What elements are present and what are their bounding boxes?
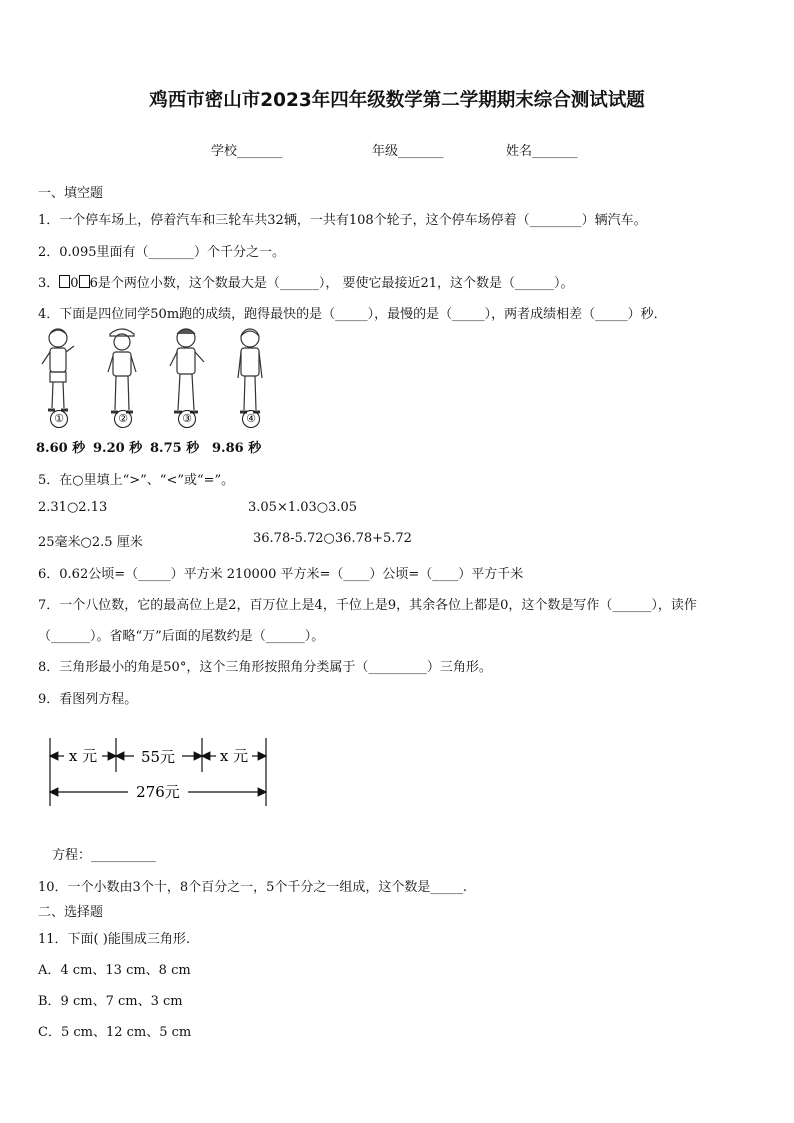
page-title: 鸡西市密山市2023年四年级数学第二学期期末综合测试试题 — [149, 90, 645, 111]
question-11: 11．下面( )能围成三角形. — [38, 932, 190, 947]
question-9-answer: 方程：__________ — [52, 848, 157, 863]
section-heading-choice: 二、选择题 — [38, 905, 104, 920]
question-5-item-b: 3.05×1.03○3.05 — [248, 500, 358, 515]
segment-label-3: x 元 — [219, 747, 249, 765]
question-7-line-2: （______）。省略“万”后面的尾数约是（______）。 — [38, 629, 325, 644]
question-1: 1．一个停车场上，停着汽车和三轮车共32辆，一共有108个轮子，这个停车场停着（________）辆汽车。 — [38, 213, 647, 228]
school-field: 学校_______ — [211, 144, 283, 159]
question-7-line-1: 7．一个八位数，它的最高位上是2，百万位上是4，千位上是9，其余各位上都是0，这个数是写作（______），读作 — [38, 598, 697, 613]
runner-1-time: 8.60 秒 — [36, 441, 86, 456]
blank-box-icon — [59, 275, 70, 288]
section-heading-fill-blank: 一、填空题 — [38, 186, 104, 201]
question-3 — [38, 272, 574, 291]
runner-2-label: ② — [114, 410, 132, 428]
question-10: 10．一个小数由3个十，8个百分之一，5个千分之一组成，这个数是_____. — [38, 880, 467, 895]
runner-2-time: 9.20 秒 — [93, 441, 143, 456]
option-a: A．4 cm、13 cm、8 cm — [38, 963, 191, 978]
question-5-item-d: 36.78-5.72○36.78+5.72 — [253, 531, 412, 546]
runner-4-time: 9.86 秒 — [212, 441, 262, 456]
runner-4-illustration — [228, 324, 272, 424]
option-b: B．9 cm、7 cm、3 cm — [38, 994, 183, 1009]
runner-4-label: ④ — [242, 410, 260, 428]
option-c: C．5 cm、12 cm、5 cm — [38, 1025, 192, 1040]
segment-total-label: 276元 — [136, 783, 180, 801]
question-3-number: 3． — [38, 276, 60, 291]
name-field: 姓名_______ — [506, 144, 578, 159]
runner-1-illustration — [36, 324, 80, 424]
segment-label-2: 55元 — [140, 748, 176, 766]
question-9: 9．看图列方程。 — [38, 692, 138, 707]
blank-box-icon — [79, 275, 90, 288]
segment-label-1: x 元 — [68, 747, 98, 765]
question-5-item-c: 25毫米○2.5 厘米 — [38, 535, 143, 550]
question-4: 4．下面是四位同学50m跑的成绩，跑得最快的是（_____），最慢的是（_____），两者成绩相差（_____）秒． — [38, 307, 667, 322]
runner-3-illustration — [164, 324, 208, 424]
runner-3-time: 8.75 秒 — [150, 441, 200, 456]
runner-1-label: ① — [50, 410, 68, 428]
question-5-item-a: 2.31○2.13 — [38, 500, 108, 515]
segment-diagram — [40, 734, 280, 810]
question-5: 5．在○里填上“>”、“<”或“=”。 — [38, 473, 235, 488]
question-2: 2．0.095里面有（_______）个千分之一。 — [38, 245, 285, 260]
grade-field: 年级_______ — [372, 144, 444, 159]
question-8: 8．三角形最小的角是50°，这个三角形按照角分类属于（_________）三角形。 — [38, 660, 492, 675]
question-6: 6．0.62公顷=（_____）平方米 210000 平方米=（____）公顷=（____）平方千米 — [38, 567, 524, 582]
runner-2-illustration — [100, 324, 144, 424]
question-3-text: 6是个两位小数，这个数最大是（______）， 要使它最接近21，这个数是（______）。 — [89, 276, 574, 291]
runner-3-label: ③ — [178, 410, 196, 428]
question-3-digit: 0 — [70, 276, 79, 291]
